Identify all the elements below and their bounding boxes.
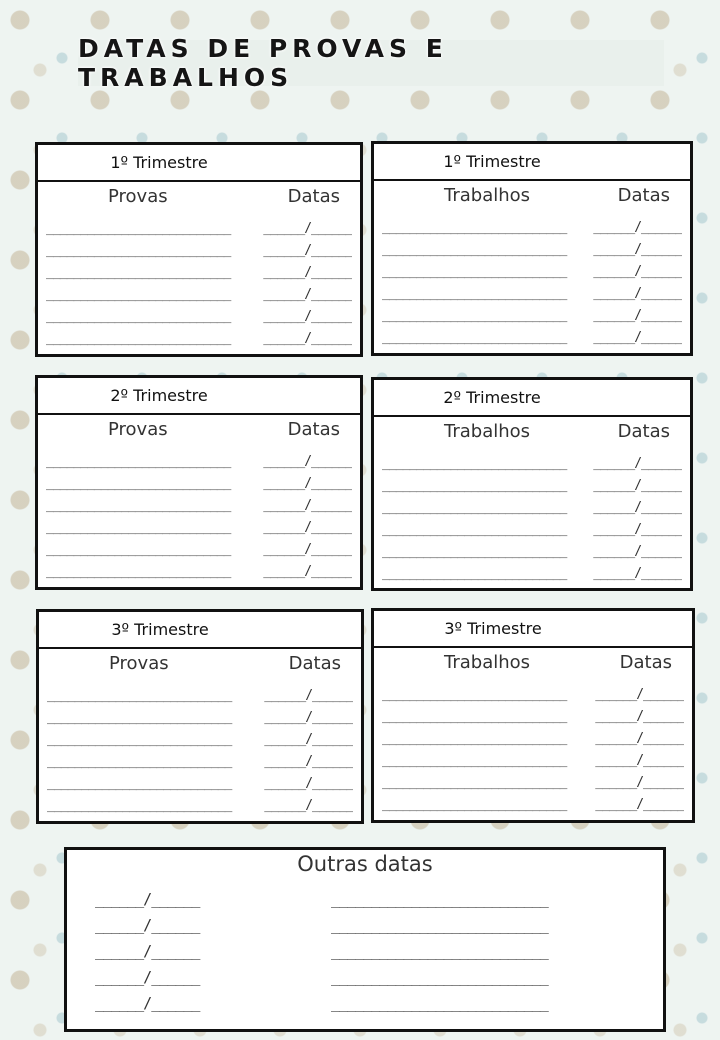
- column-header-date: Datas: [617, 184, 670, 206]
- column-header-date: Datas: [617, 420, 670, 442]
- column-header-item: Trabalhos: [444, 420, 531, 442]
- date-line-field[interactable]: ______/______: [263, 498, 352, 513]
- entry-row: [46, 302, 352, 324]
- card-heading: 2º Trimestre: [374, 380, 690, 417]
- blank-line-field[interactable]: ___________________________: [382, 264, 567, 279]
- date-line-field[interactable]: ______/______: [263, 309, 352, 324]
- column-header-item: Provas: [108, 185, 168, 207]
- date-line-field[interactable]: ______/______: [263, 520, 352, 535]
- entry-row: [382, 537, 682, 559]
- page-title: DATAS DE PROVAS E TRABALHOS: [78, 34, 448, 92]
- blank-line-field[interactable]: ___________________________: [46, 454, 231, 469]
- title-banner: [78, 34, 664, 92]
- outras-row: [67, 908, 663, 934]
- entry-rows: [38, 210, 360, 346]
- entry-row: [382, 515, 682, 537]
- date-line-field[interactable]: ______/______: [593, 566, 682, 581]
- blank-line-field[interactable]: ___________________________: [382, 753, 567, 768]
- blank-line-field[interactable]: ___________________________: [331, 942, 548, 960]
- column-header-date: Datas: [287, 418, 340, 440]
- entry-row: [47, 703, 353, 725]
- date-line-field[interactable]: ______/______: [264, 754, 353, 769]
- date-line-field[interactable]: ______/______: [95, 942, 200, 960]
- blank-line-field[interactable]: ___________________________: [47, 732, 232, 747]
- blank-line-field[interactable]: ___________________________: [46, 520, 231, 535]
- blank-line-field[interactable]: ___________________________: [382, 330, 567, 345]
- date-line-field[interactable]: ______/______: [263, 221, 352, 236]
- date-line-field[interactable]: ______/______: [593, 500, 682, 515]
- date-line-field[interactable]: ______/______: [264, 776, 353, 791]
- blank-line-field[interactable]: ___________________________: [331, 968, 548, 986]
- date-line-field[interactable]: ______/______: [264, 732, 353, 747]
- date-line-field[interactable]: ______/______: [264, 688, 353, 703]
- date-line-field[interactable]: ______/______: [593, 242, 682, 257]
- entry-row: [47, 769, 353, 791]
- blank-line-field[interactable]: ___________________________: [331, 890, 548, 908]
- date-line-field[interactable]: ______/______: [595, 731, 684, 746]
- entry-row: [47, 791, 353, 813]
- date-line-field[interactable]: ______/______: [593, 286, 682, 301]
- blank-line-field[interactable]: ___________________________: [46, 287, 231, 302]
- entry-row: [46, 557, 352, 579]
- column-headers: [374, 181, 690, 209]
- entry-row: [382, 702, 684, 724]
- blank-line-field[interactable]: ___________________________: [47, 776, 232, 791]
- date-line-field[interactable]: ______/______: [95, 916, 200, 934]
- card-provas-2: [35, 375, 363, 590]
- column-header-date: Datas: [287, 185, 340, 207]
- entry-row: [46, 258, 352, 280]
- column-header-item: Provas: [108, 418, 168, 440]
- entry-row: [382, 449, 682, 471]
- date-line-field[interactable]: ______/______: [263, 243, 352, 258]
- entry-row: [382, 493, 682, 515]
- date-line-field[interactable]: ______/______: [593, 264, 682, 279]
- outras-datas-title: Outras datas: [297, 852, 433, 876]
- entry-row: [46, 447, 352, 469]
- date-line-field[interactable]: ______/______: [263, 476, 352, 491]
- blank-line-field[interactable]: ___________________________: [382, 709, 567, 724]
- entry-row: [382, 746, 684, 768]
- blank-line-field[interactable]: ___________________________: [46, 564, 231, 579]
- blank-line-field[interactable]: ___________________________: [47, 754, 232, 769]
- blank-line-field[interactable]: ___________________________: [382, 286, 567, 301]
- card-heading: 2º Trimestre: [38, 378, 360, 415]
- column-headers: [374, 648, 692, 676]
- date-line-field[interactable]: ______/______: [263, 265, 352, 280]
- blank-line-field[interactable]: ___________________________: [382, 544, 567, 559]
- entry-row: [46, 535, 352, 557]
- outras-row: [67, 986, 663, 1012]
- blank-line-field[interactable]: ___________________________: [46, 221, 231, 236]
- outras-row: [67, 882, 663, 908]
- entry-row: [382, 768, 684, 790]
- entry-row: [382, 323, 682, 345]
- card-provas-3: [36, 609, 364, 824]
- date-line-field[interactable]: ______/______: [264, 798, 353, 813]
- date-line-field[interactable]: ______/______: [593, 220, 682, 235]
- date-line-field[interactable]: ______/______: [593, 544, 682, 559]
- blank-line-field[interactable]: ___________________________: [382, 566, 567, 581]
- blank-line-field[interactable]: ___________________________: [382, 308, 567, 323]
- blank-line-field[interactable]: ___________________________: [46, 265, 231, 280]
- date-line-field[interactable]: ______/______: [95, 968, 200, 986]
- blank-line-field[interactable]: ___________________________: [47, 798, 232, 813]
- outras-datas-rows: [67, 882, 663, 1012]
- entry-row: [46, 214, 352, 236]
- entry-row: [46, 236, 352, 258]
- card-trabalhos-2: [371, 377, 693, 591]
- date-line-field[interactable]: ______/______: [263, 331, 352, 346]
- blank-line-field[interactable]: ___________________________: [47, 710, 232, 725]
- card-heading: 3º Trimestre: [374, 611, 692, 648]
- entry-row: [382, 301, 682, 323]
- blank-line-field[interactable]: ___________________________: [46, 331, 231, 346]
- date-line-field[interactable]: ______/______: [263, 454, 352, 469]
- date-line-field[interactable]: ______/______: [593, 456, 682, 471]
- entry-rows: [374, 676, 692, 812]
- card-heading: 1º Trimestre: [38, 145, 360, 182]
- date-line-field[interactable]: ______/______: [263, 287, 352, 302]
- date-line-field[interactable]: ______/______: [95, 890, 200, 908]
- entry-rows: [374, 445, 690, 581]
- date-line-field[interactable]: ______/______: [263, 542, 352, 557]
- card-trabalhos-3: [371, 608, 695, 823]
- date-line-field[interactable]: ______/______: [593, 478, 682, 493]
- date-line-field[interactable]: ______/______: [595, 797, 684, 812]
- card-heading: 3º Trimestre: [39, 612, 361, 649]
- entry-row: [382, 471, 682, 493]
- date-line-field[interactable]: ______/______: [595, 687, 684, 702]
- blank-line-field[interactable]: ___________________________: [46, 243, 231, 258]
- entry-row: [382, 213, 682, 235]
- entry-row: [46, 491, 352, 513]
- blank-line-field[interactable]: ___________________________: [382, 478, 567, 493]
- blank-line-field[interactable]: ___________________________: [46, 498, 231, 513]
- date-line-field[interactable]: ______/______: [595, 709, 684, 724]
- column-header-item: Provas: [109, 652, 169, 674]
- entry-row: [46, 324, 352, 346]
- entry-rows: [38, 443, 360, 579]
- blank-line-field[interactable]: ___________________________: [331, 916, 548, 934]
- date-line-field[interactable]: ______/______: [595, 775, 684, 790]
- column-headers: [39, 649, 361, 677]
- date-line-field[interactable]: ______/______: [95, 994, 200, 1012]
- entry-row: [382, 235, 682, 257]
- blank-line-field[interactable]: ___________________________: [382, 220, 567, 235]
- blank-line-field[interactable]: ___________________________: [47, 688, 232, 703]
- entry-row: [47, 747, 353, 769]
- card-heading: 1º Trimestre: [374, 144, 690, 181]
- date-line-field[interactable]: ______/______: [264, 710, 353, 725]
- date-line-field[interactable]: ______/______: [595, 753, 684, 768]
- column-headers: [38, 415, 360, 443]
- column-header-item: Trabalhos: [444, 184, 531, 206]
- entry-row: [382, 724, 684, 746]
- entry-row: [382, 279, 682, 301]
- blank-line-field[interactable]: ___________________________: [331, 994, 548, 1012]
- blank-line-field[interactable]: ___________________________: [46, 476, 231, 491]
- date-line-field[interactable]: ______/______: [263, 564, 352, 579]
- column-headers: [38, 182, 360, 210]
- outras-datas-card: [64, 847, 666, 1032]
- blank-line-field[interactable]: ___________________________: [382, 522, 567, 537]
- blank-line-field[interactable]: ___________________________: [382, 797, 567, 812]
- blank-line-field[interactable]: ___________________________: [382, 775, 567, 790]
- column-header-item: Trabalhos: [444, 651, 531, 673]
- outras-row: [67, 960, 663, 986]
- entry-rows: [39, 677, 361, 813]
- date-line-field[interactable]: ______/______: [593, 522, 682, 537]
- entry-rows: [374, 209, 690, 345]
- entry-row: [382, 790, 684, 812]
- entry-row: [46, 469, 352, 491]
- date-line-field[interactable]: ______/______: [593, 308, 682, 323]
- blank-line-field[interactable]: ___________________________: [46, 542, 231, 557]
- column-headers: [374, 417, 690, 445]
- blank-line-field[interactable]: ___________________________: [382, 500, 567, 515]
- card-trabalhos-1: [371, 141, 693, 356]
- entry-row: [47, 725, 353, 747]
- blank-line-field[interactable]: ___________________________: [382, 242, 567, 257]
- blank-line-field[interactable]: ___________________________: [382, 731, 567, 746]
- entry-row: [46, 280, 352, 302]
- date-line-field[interactable]: ______/______: [593, 330, 682, 345]
- entry-row: [46, 513, 352, 535]
- entry-row: [382, 680, 684, 702]
- outras-row: [67, 934, 663, 960]
- blank-line-field[interactable]: ___________________________: [382, 687, 567, 702]
- entry-row: [382, 257, 682, 279]
- card-provas-1: [35, 142, 363, 357]
- column-header-date: Datas: [288, 652, 341, 674]
- blank-line-field[interactable]: ___________________________: [382, 456, 567, 471]
- entry-row: [382, 559, 682, 581]
- blank-line-field[interactable]: ___________________________: [46, 309, 231, 324]
- entry-row: [47, 681, 353, 703]
- column-header-date: Datas: [619, 651, 672, 673]
